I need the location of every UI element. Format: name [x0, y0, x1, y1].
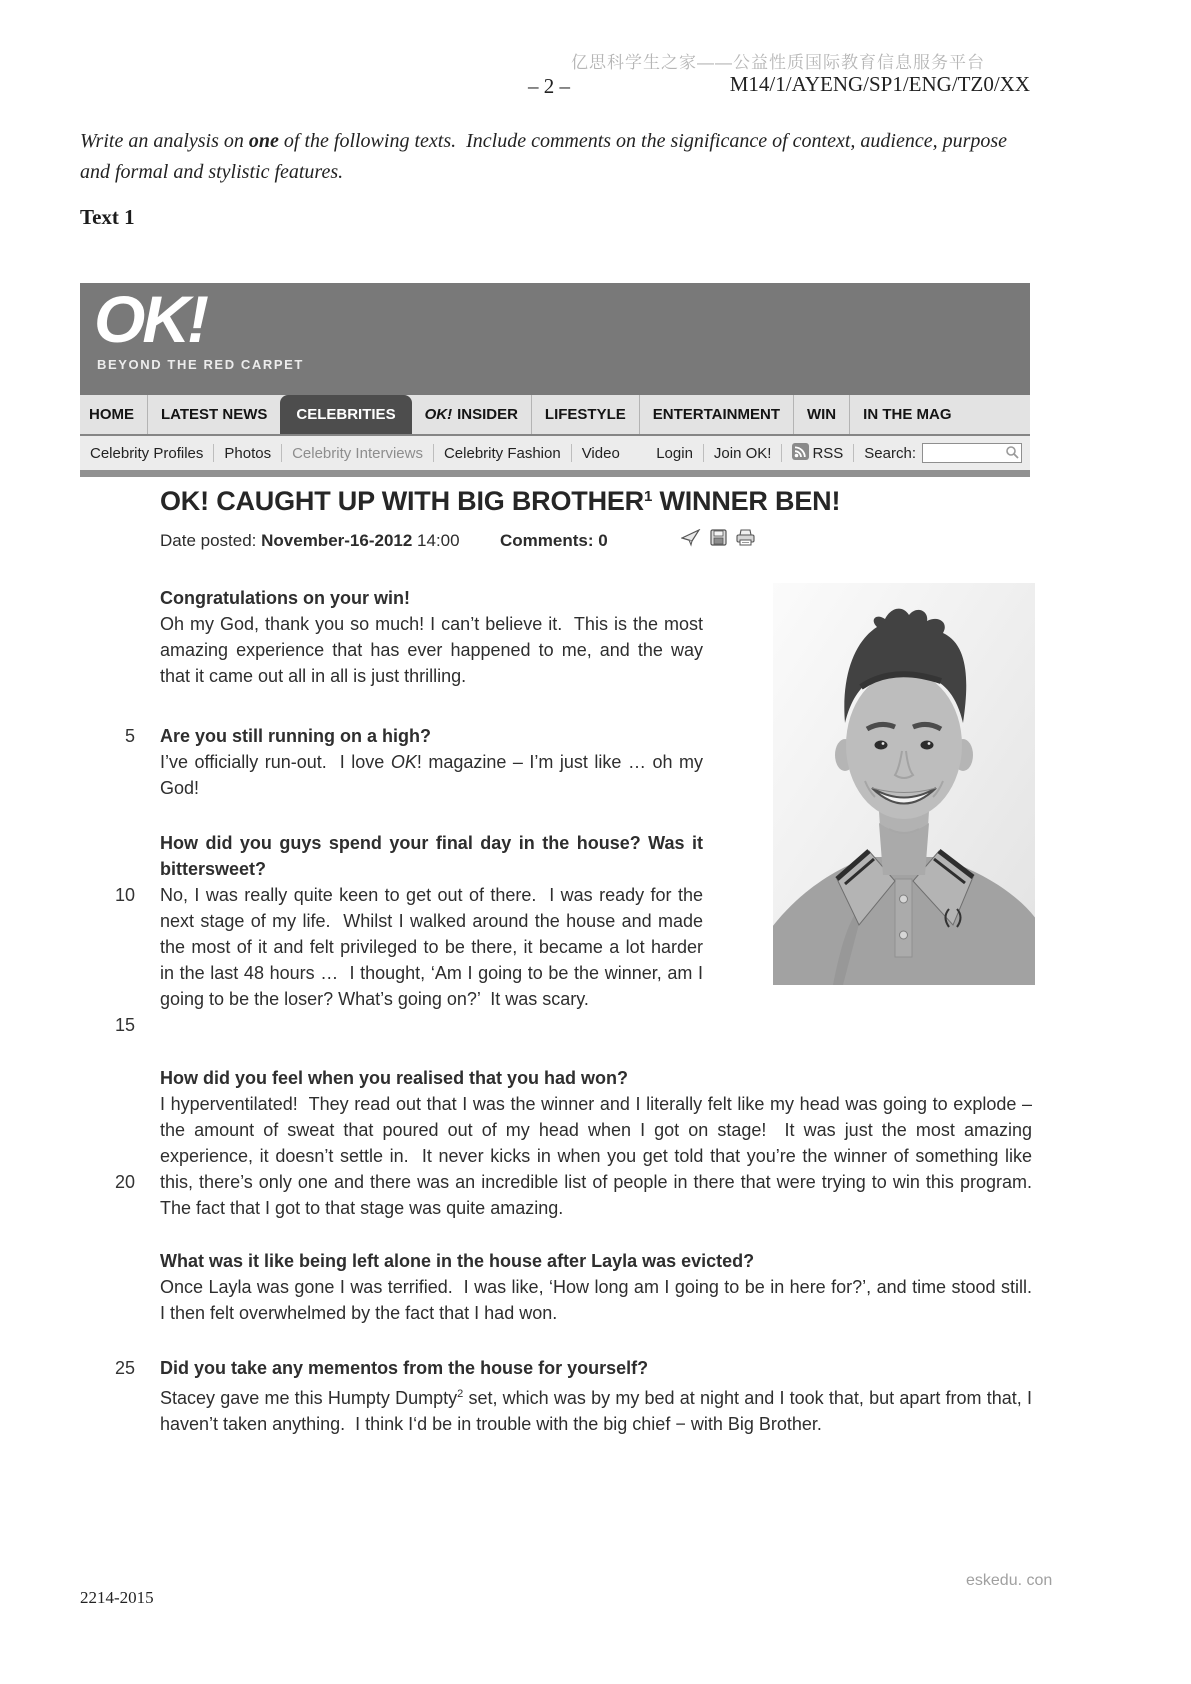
sub-nav: [80, 436, 1030, 470]
answer: Once Layla was gone I was terrified. I was like, ‘How long am I going to be in here for?’, and time stood still. I then felt overwhelmed by the fact that I had won.: [160, 1277, 1043, 1323]
date-time: 14:00: [412, 531, 460, 550]
qa-block-left-alone: [160, 1248, 1043, 1326]
answer-footnote-marker: 2: [457, 1388, 464, 1400]
search-label: Search:: [853, 444, 922, 462]
answer-italic: OK: [390, 752, 417, 772]
line-number-10: 10: [114, 885, 135, 905]
sub-nav-right: [654, 436, 1022, 470]
section-label: Text 1: [80, 205, 135, 229]
article-actions: [681, 529, 755, 552]
header-watermark: 亿思科学生之家——公益性质国际教育信息服务平台: [571, 53, 985, 72]
question: Congratulations on your win!: [160, 588, 410, 608]
site-watermark: eskedu. con: [966, 1572, 1053, 1589]
qa-block-mementos: [160, 1355, 1038, 1437]
site-banner: [80, 283, 1030, 395]
answer: I hyperventilated! They read out that I was the winner and I literally felt like my head was going to explode – the amount of sweat that poured out of my head when I got on stage! It was just the most amazing experience, it doesn’t settle in. It never kicks in when you get told that you’re the winner of something like this, there’s only one and there was an incredible list of people in there that were trying to win this program. The fact that I got to that stage was quite amazing.: [160, 1094, 1043, 1218]
question: Did you take any mementos from the house for yourself?: [160, 1358, 649, 1378]
nav-item-lifestyle[interactable]: LIFESTYLE: [531, 395, 639, 434]
answer-pre: Stacey gave me this Humpty Dumpty: [160, 1388, 458, 1408]
exam-code: M14/1/AYENG/SP1/ENG/TZ0/XX: [729, 72, 1030, 96]
nav-item-ok-insider[interactable]: [412, 395, 531, 434]
print-icon[interactable]: [736, 529, 755, 552]
nav-item-entertainment[interactable]: ENTERTAINMENT: [639, 395, 793, 434]
instructions-pre: Write an analysis on: [80, 130, 249, 152]
nav-item-celebrities[interactable]: CELEBRITIES: [280, 395, 411, 434]
login-link[interactable]: Login: [656, 444, 693, 462]
ben-portrait-photo: [773, 583, 1035, 985]
instructions-post: of the following texts. Include comments on the significance of context, audience, purpose and formal and stylistic features.: [80, 130, 1013, 183]
rss-icon: [792, 443, 809, 464]
sub-nav-left: [88, 436, 630, 470]
line-number-20: 20: [114, 1172, 135, 1192]
line-number-5: 5: [124, 726, 135, 746]
answer: No, I was really quite keen to get out of there. I was ready for the next stage of my life. Whilst I walked around the house and made the most of it and felt privileged to be there, it became a lot harder in the last 48 hours … I thought, ‘Am I going to be the winner, am I going to be the loser? What’s going on?’ It was scary.: [160, 885, 709, 1009]
site-tagline: BEYOND THE RED CARPET: [97, 357, 304, 372]
question: What was it like being left alone in the house after Layla was evicted?: [160, 1251, 755, 1271]
article-title: [160, 486, 840, 517]
subnav-celebrity-fashion[interactable]: Celebrity Fashion: [433, 444, 571, 462]
answer: [160, 749, 709, 801]
ok-logo[interactable]: OK!: [94, 282, 206, 356]
nav-divider-band: [80, 470, 1030, 477]
subnav-celebrity-interviews[interactable]: Celebrity Interviews: [281, 444, 433, 462]
main-nav: [80, 395, 1030, 436]
question: Are you still running on a high?: [160, 726, 431, 746]
search-box: [922, 443, 1022, 463]
rss-link[interactable]: [781, 444, 853, 462]
instructions-bold: one: [248, 130, 279, 152]
paper-code: 2214-2015: [80, 1588, 154, 1607]
page-number: – 2 –: [528, 74, 570, 98]
save-icon[interactable]: [710, 529, 727, 552]
line-number-15: 15: [114, 1015, 135, 1035]
date-value: November-16-2012: [261, 531, 413, 550]
nav-item-in-the-mag[interactable]: IN THE MAG: [849, 395, 964, 434]
join-ok-link[interactable]: Join OK!: [703, 444, 782, 462]
title-post: WINNER BEN!: [652, 486, 841, 516]
answer-pre: I’ve officially run-out. I love: [160, 752, 391, 772]
answer-post: ! magazine – I’m just like … oh my God!: [160, 752, 709, 798]
qa-block-realised-won: [160, 1065, 1043, 1221]
title-pre: OK! CAUGHT UP WITH BIG BROTHER: [160, 486, 644, 516]
nav-item-home[interactable]: HOME: [89, 406, 134, 423]
answer-post: set, which was by my bed at night and I took that, but apart from that, I haven’t taken anything. I think I‘d be in trouble with the big chief − with Big Brother.: [160, 1388, 1038, 1434]
qa-block-final-day: [160, 830, 709, 1012]
nav-item-latest-news[interactable]: LATEST NEWS: [147, 395, 280, 434]
qa-block-congratulations: [160, 585, 709, 689]
line-number-25: 25: [114, 1358, 135, 1378]
question: How did you feel when you realised that you had won?: [160, 1068, 629, 1088]
instructions: [80, 126, 1040, 188]
comments-count: Comments: 0: [500, 531, 608, 550]
subnav-video[interactable]: Video: [571, 444, 630, 462]
answer: [160, 1381, 1038, 1437]
date-posted: [160, 531, 460, 551]
question: How did you guys spend your final day in the house? Was it bittersweet?: [160, 833, 709, 879]
nav-item-win[interactable]: WIN: [793, 395, 849, 434]
rss-label: RSS: [812, 444, 844, 462]
subnav-celebrity-profiles[interactable]: Celebrity Profiles: [90, 444, 204, 462]
title-footnote-marker: 1: [643, 488, 653, 505]
answer: Oh my God, thank you so much! I can’t believe it. This is the most amazing experience that has ever happened to me, and the way that it came out all in all is just thrilling.: [160, 614, 709, 686]
nav-insider-label: INSIDER: [457, 406, 518, 423]
subnav-photos[interactable]: Photos: [213, 444, 281, 462]
nav-insider-ok: OK!: [424, 406, 453, 423]
send-email-icon[interactable]: [681, 529, 701, 552]
date-label: Date posted:: [160, 531, 262, 550]
qa-block-running-on-high: [160, 723, 709, 801]
